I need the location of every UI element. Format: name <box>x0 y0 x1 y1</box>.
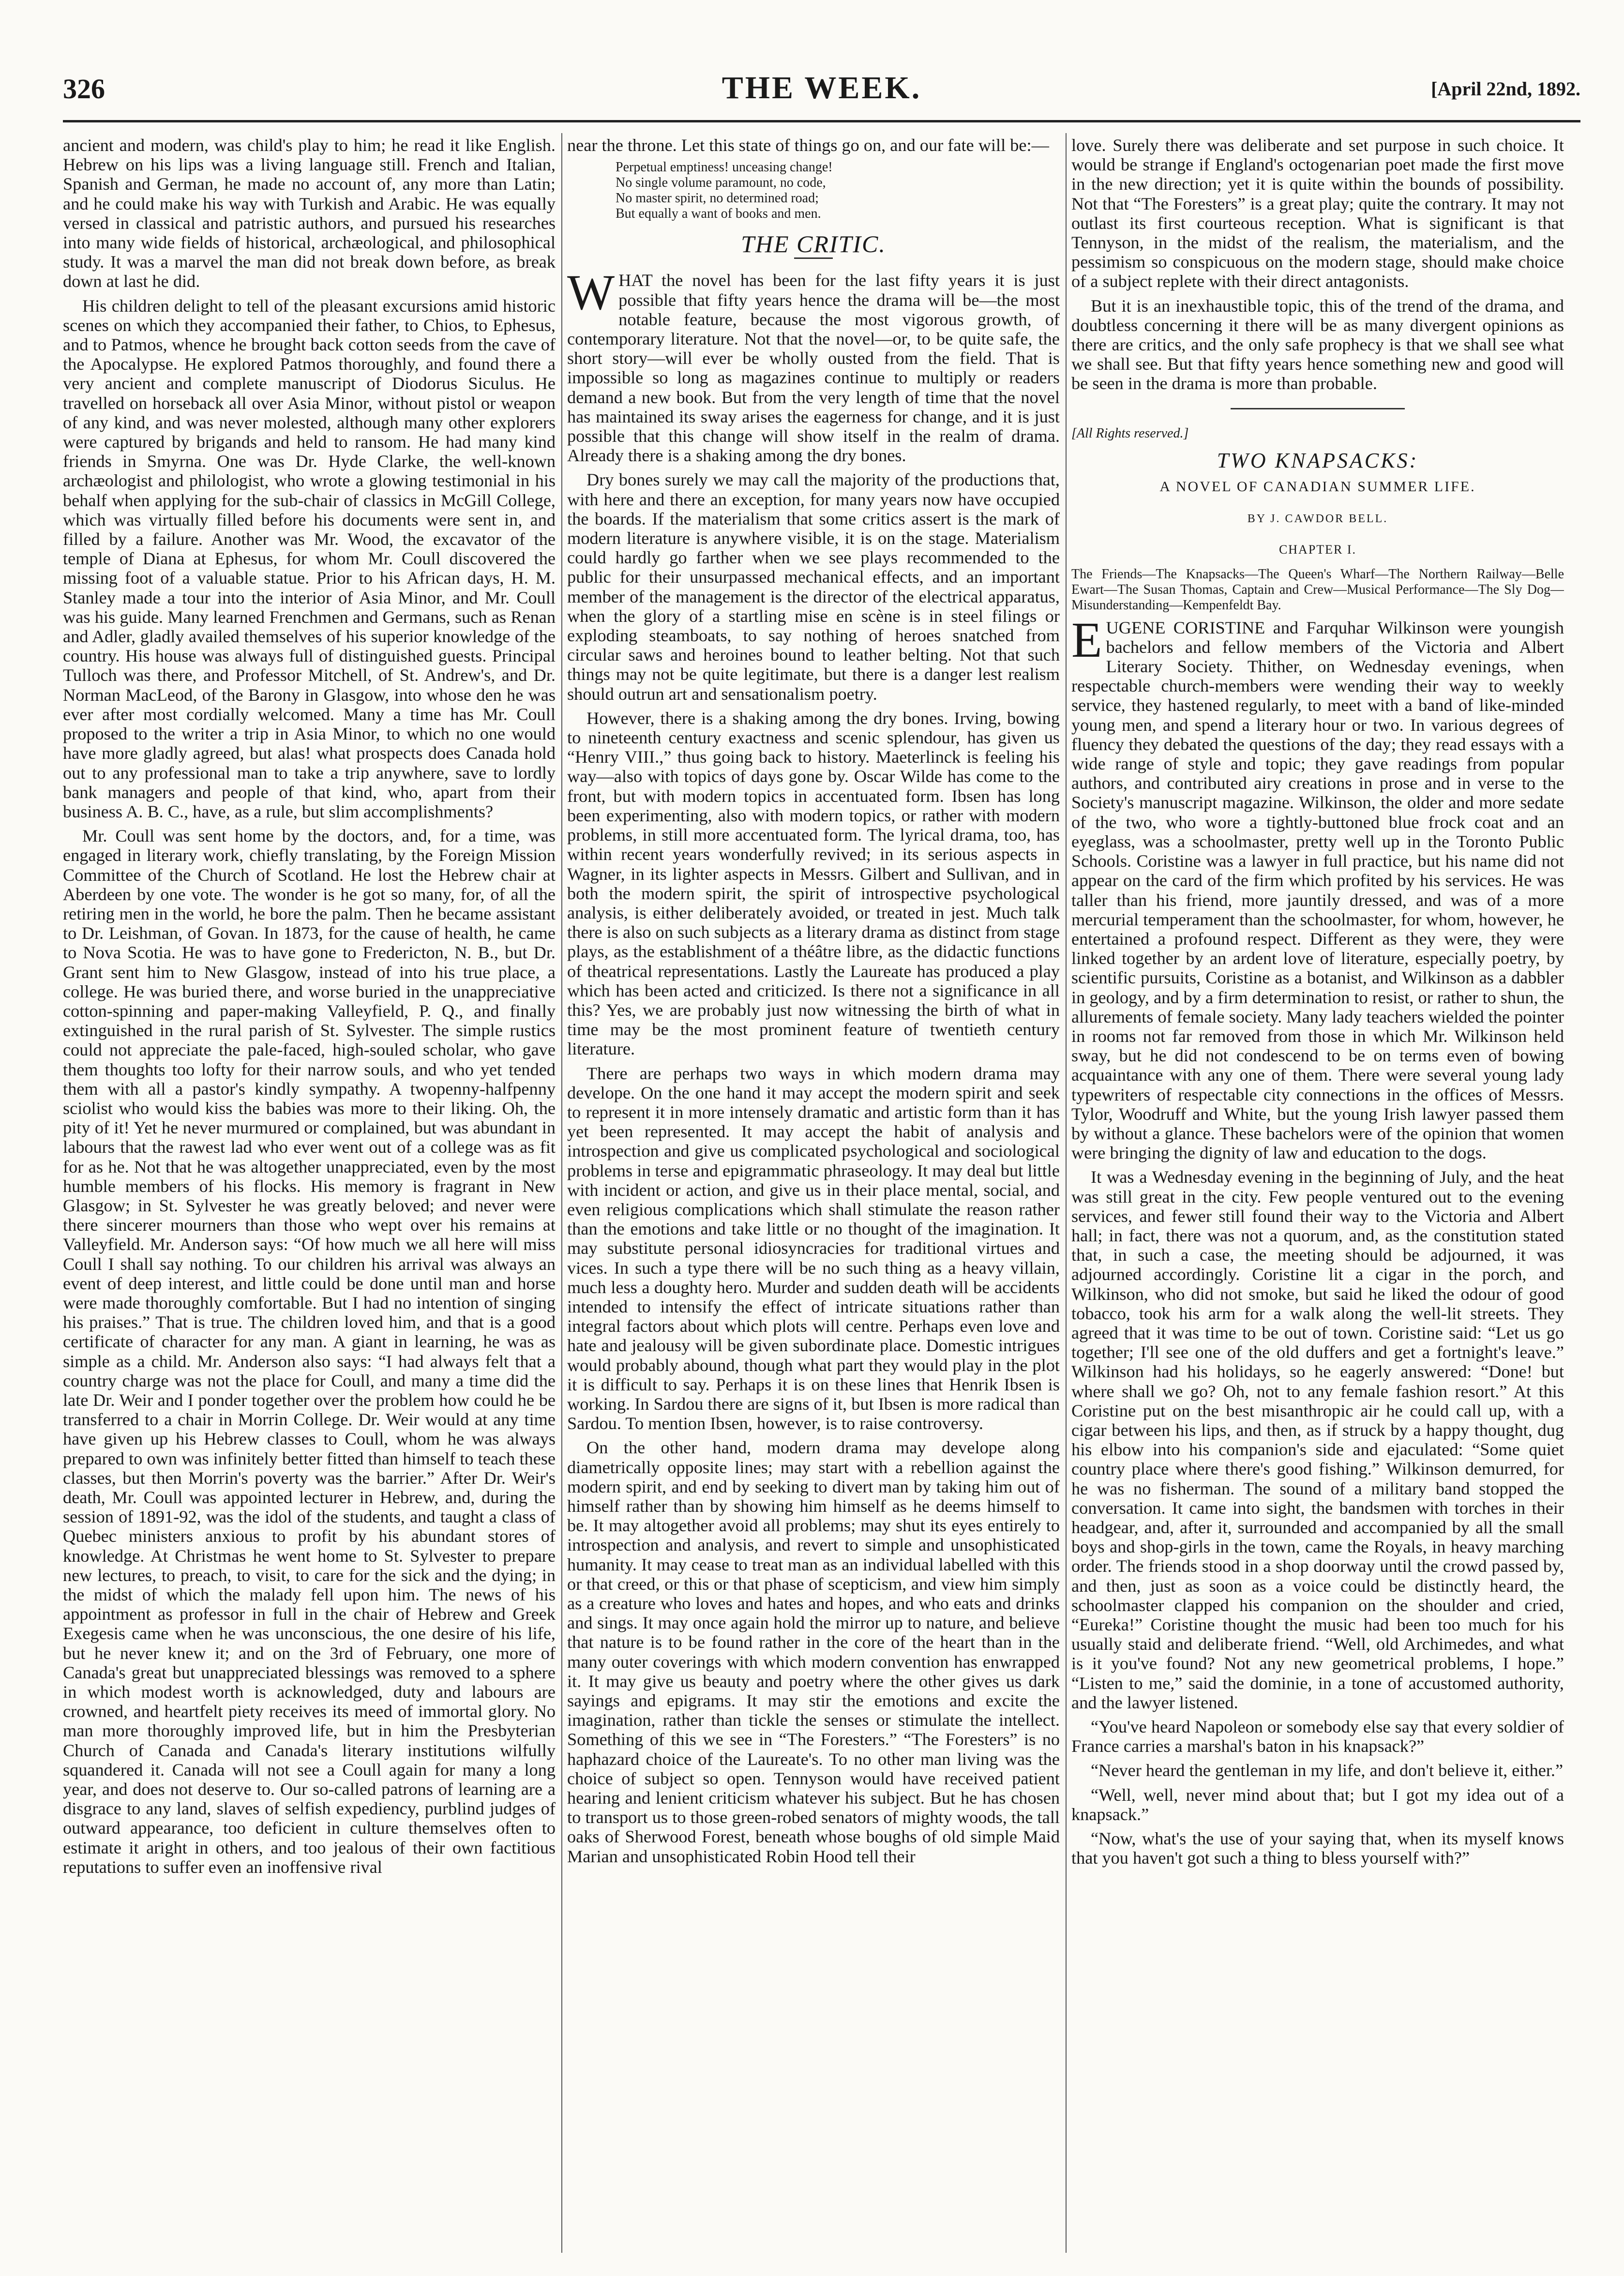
story-title: TWO KNAPSACKS: <box>1217 448 1419 472</box>
paragraph: “You've heard Napoleon or somebody else say that every soldier of France carries a marshal's baton in his knapsack?” <box>1071 1717 1564 1756</box>
paragraph: However, there is a shaking among the dry bones. Irving, bowing to nineteenth century exactness and scenic splendour, has given us “Henry VIII.,” thus going back to history. Maeterlinck is feeling his way—also with topics of days gone by. Oscar Wilde has come to the front, but with modern topics in accentuated form. Ibsen has long been experimenting, also with modern topics, or rather with modern problems, in still more accentuated form. The lyrical drama, too, has within recent years wonderfully revived; in its serious aspects in Wagner, in its lighter aspects in Messrs. Gilbert and Sullivan, and in both the modern spirit, the spirit of introspective psychological analysis, is either deliberately avoided, or treated in jest. Much talk there is also on such subjects as a literary drama as distinct from stage plays, as the establishment of a théâtre libre, as the didactic functions of theatrical representations. Lastly the Laureate has produced a play which has been acted and criticized. Is there not a significance in all this? Yes, we are probably just now witnessing the birth of what in time may be the most prominent feature of twentieth century literature. <box>567 708 1060 1059</box>
paragraph: Mr. Coull was sent home by the doctors, and, for a time, was engaged in literary work, chiefly translating, by the Foreign Mission Committee of the Church of Scotland. He lost the Hebrew chair at Aberdeen by one vote. The wonder is he got so many, for, of all the retiring men in the world, he bore the palm. Then he became assistant to Dr. Leishman, of Govan. In 1873, for the cause of health, he came to Nova Scotia. He was to have gone to Fredericton, N. B., but Dr. Grant sent him to New Glasgow, instead of into his true place, a college. He was buried there, and worse buried in the unappreciative cotton-spinning and paper-making Valleyfield, P. Q., and finally extinguished in the rural parish of St. Sylvester. The simple rustics could not appreciate the pale-faced, high-souled scholar, who gave them thoughts too lofty for their narrow souls, and who yet tended them with all a pastor's kindly sympathy. A twopenny-halfpenny sciolist who would kiss the babies was more to their liking. Oh, the pity of it! Yet he never murmured or complained, but was abundant in labours that the rawest lad who ever went out of a college was as fit for as he. Not that he was altogether unappreciated, even by the most humble members of his flocks. His memory is fragrant in New Glasgow; in St. Sylvester he was greatly beloved; and never were there sincerer mourners than those who wept over his remains at Valleyfield. Mr. Anderson says: “Of how much we all here will miss Coull I shall say nothing. To our children his arrival was always an event of deep interest, and little could be done until man and horse were made thoroughly comfortable. But I had no intention of singing his praises.” That is true. The children loved him, and that is a good certificate of character for any man. A giant in learning, he was as simple as a child. Mr. Anderson also says: “I had always felt that a country charge was not the place for Coull, and many a time did the late Dr. Weir and I ponder together over the problem how could he be transferred to a chair in Morrin College. Dr. Weir would at any time have given up his Hebrew classes to Coull, whom he was always prepared to own was infinitely better fitted than himself to teach these classes, but then Morrin's poverty was the barrier.” After Dr. Weir's death, Mr. Coull was appointed lecturer in Hebrew, and, during the session of 1891-92, was the idol of the students, and taught a class of Quebec ministers anxious to profit by his abundant stores of knowledge. At Christmas he went home to St. Sylvester to prepare new lectures, to preach, to visit, to care for the sick and the dying; in the midst of which the malady fell upon him. The news of his appointment as professor in full in the chair of Hebrew and Greek Exegesis came when he was unconscious, the one desire of his life, but he never knew it; and on the 3rd of February, one more of Canada's great but unappreciated blessings was removed to a sphere in which modest worth is acknowledged, duty and labours are crowned, and heartfelt piety receives its meed of immortal glory. No man more thoroughly improved life, but in him the Presbyterian Church of Canada and Canada's literary institutions wilfully squandered it. Canada will not see a Coull again for many a long year, and does not deserve to. Our so-called patrons of learning are a disgrace to any land, slaves of selfish expediency, purblind judges of outward appearance, too deficient in culture themselves often to estimate it aright in others, and too jealous of their own factitious reputations to suffer even an inoffensive rival <box>63 826 556 1877</box>
story-subtitle: A NOVEL OF CANADIAN SUMMER LIFE. <box>1159 479 1476 495</box>
issue-date: [April 22nd, 1892. <box>1431 78 1580 100</box>
section-title: THE CRITIC. <box>741 230 886 258</box>
paragraph: love. Surely there was deliberate and set purpose in such choice. It would be strange if England's octogenarian poet made the first move in the new direction; yet it is quite within the bounds of possibility. Not that “The Foresters” is a great play; quite the contrary. It may not outlast its first courteous reception. What is significant is that Tennyson, in the midst of the realism, the materialism, and the pessimism so conspicuous on the modern stage, should make choice of a subject replete with their direct antagonists. <box>1071 136 1564 291</box>
paragraph: But it is an inexhaustible topic, this of the trend of the drama, and doubtless concerning it there will be as many divergent opinions as there are critics, and the only safe prophecy is that we shall see what we shall see. But that fifty years hence something new and good will be seen in the drama is more than probable. <box>1071 296 1564 393</box>
rights-notice: [All Rights reserved.] <box>1071 425 1189 441</box>
paragraph-text: HAT the novel has been for the last fifty years it is just possible that fifty years hence the drama will be—the most notable feature, because the most vigorous growth, of contemporary literature. Not that the novel—or, to be quite safe, the short story—will ever be wholly ousted from the field. That is impossible so long as magazines continue to multiply or readers demand a new book. But from the very length of time that the novel has maintained its sway arises the eagerness for change, and it is just possible that this change will show itself in the realm of drama. Already there is a shaking among the dry bones. <box>567 271 1060 466</box>
chapter-synopsis: The Friends—The Knapsacks—The Queen's Wharf—The Northern Railway—Belle Ewart—The Susan Thomas, Captain and Crew—Musical Performance—The Sly Dog—Misunderstanding—Kempenfeldt Bay. <box>1071 566 1564 613</box>
paragraph: “Never heard the gentleman in my life, and don't believe it, either.” <box>1091 1761 1564 1780</box>
column-divider <box>561 133 562 2253</box>
verse-line: No master spirit, no determined road; <box>616 191 819 206</box>
header-rule <box>63 120 1580 122</box>
paragraph: His children delight to tell of the pleasant excursions amid historic scenes on which they accompanied their father, to Chios, to Ephesus, and to Patmos, whence he brought back cotton seeds from the cave of the Apocalypse. He explored Patmos thoroughly, and found there a very ancient and complete manuscript of Diodorus Siculus. He travelled on horseback all over Asia Minor, without pistol or weapon of any kind, and was never molested, although many other explorers were captured by brigands and held to ransom. He had many kind friends in Smyrna. One was Dr. Hyde Clarke, the well-known archæologist and philologist, who wrote a glowing testimonial in his behalf when applying for the sub-chair of classics in McGill College, which was virtually filled before his documents were sent in, and filled by a failure. Another was Mr. Wood, the excavator of the temple of Diana at Ephesus, for whom Mr. Coull discovered the missing foot of a valuable statue. Prior to his African days, H. M. Stanley made a tour into the interior of Asia Minor, and Mr. Coull was his guide. Many learned Frenchmen and Germans, such as Renan and Adler, gladly availed themselves of his superior knowledge of the country. His house was always full of distinguished guests. Principal Tulloch was there, and Professor Mitchell, of St. Andrew's, and Dr. Norman MacLeod, of the Barony in Glasgow, into whose den he was ever after most cordially welcomed. Many a time has Mr. Coull proposed to the writer a trip in Asia Minor, to which no one would have more gladly agreed, but alas! what prospects does Canada hold out to any professional man to take a trip anywhere, save to lordly bank managers and people of that kind, who, apart from their business A. B. C., have, as a rule, but slim accomplishments? <box>63 296 556 821</box>
paragraph: “Now, what's the use of your saying that, when its myself knows that you haven't got such a thing to bless yourself with?” <box>1071 1829 1564 1868</box>
paragraph: There are perhaps two ways in which modern drama may develope. On the one hand it may accept the modern spirit and seek to represent it in more intensely dramatic and artistic form than it has yet been represented. It may accept the habit of analysis and introspection and give us complicated psychological and sociological problems in terse and epigrammatic phraseology. It may deal but little with incident or action, and give us in their place mental, social, and even religious complications which shall stimulate the reason rather than the emotions and take little or no thought of the imagination. It may substitute personal idiosyncracies for traditional virtues and vices. In such a type there will be no such thing as a heavy villain, much less a doughty hero. Murder and sudden death will be accidents intended to intensify the effect of intricate situations rather than integral factors about which plots will centre. Perhaps even love and hate and jealousy will be given subordinate place. Domestic intrigues would probably abound, though what part they would play in the plot it is difficult to say. Perhaps it is on these lines that Henrik Ibsen is working. In Sardou there are signs of it, but Ibsen is more radical than Sardou. To mention Ibsen, however, is to raise controversy. <box>567 1063 1060 1433</box>
paragraph: It was a Wednesday evening in the beginning of July, and the heat was still great in the city. Few people ventured out to the evening services, and fewer still found their way to the Victoria and Albert hall; in fact, there was not a quorum, and, as the constitution stated that, in such a case, the meeting should be adjourned, it was adjourned accordingly. Coristine lit a cigar in the porch, and Wilkinson, who did not smoke, but said he liked the odour of good tobacco, took his arm for a walk along the well-lit streets. They agreed that it was time to be out of town. Coristine said: “Let us go together; I'll see one of the old duffers and get a fortnight's leave.” Wilkinson had his holidays, so he eagerly answered: “Done! but where shall we go? Oh, not to any female fashion resort.” At this Coristine put on the best misanthropic air he could call up, with a cigar between his lips, and then, as if struck by a happy thought, dug his elbow into his companion's side and ejaculated: “Some quiet country place where there's good fishing.” Wilkinson demurred, for he was no fisherman. The sound of a military band stopped the conversation. It came into sight, the bandsmen with torches in their headgear, and, after it, surrounded and accompanied by all the small boys and shop-girls in the town, came the Royals, in heavy marching order. The friends stood in a shop doorway until the crowd passed by, and then, just as soon as a voice could be distinctly heard, the schoolmaster clapped his companion on the shoulder and cried, “Eureka!” Coristine thought the music had been too much for his usually staid and deliberate friend. “Well, old Archimedes, and what is it you've found? Not any new geometrical problems, I hope.” “Listen to me,” said the dominie, in a tone of accustomed authority, and the lawyer listened. <box>1071 1167 1564 1712</box>
paragraph: near the throne. Let this state of things go on, and our fate will be:— <box>567 136 1049 155</box>
verse-quotation <box>567 160 1060 222</box>
paragraph-text: UGENE CORISTINE and Farquhar Wilkinson were youngish bachelors and fellow members of the Victoria and Albert Literary Society. Thither, on Wednesday evenings, when respectable church-members were wending their way to weekly service, they hastened regularly, to meet with a band of like-minded young men, and spend a literary hour or two. In various degrees of fluency they debated the questions of the day; they read essays with a wide range of style and topic; they gave readings from popular authors, and contributed airy creations in prose and in verse to the Society's manuscript magazine. Wilkinson, the older and more sedate of the two, who wore a tightly-buttoned blue frock coat and an eyeglass, was a schoolmaster, pretty well up in the Toronto Public Schools. Coristine was a lawyer in full practice, but his name did not appear on the card of the firm which profited by his services. He was taller than his friend, more jauntily dressed, and was of a more mercurial temperament than the schoolmaster, for whom, however, he entertained a profound respect. Different as they were, they were linked together by an ardent love of literature, especially poetry, by scientific pursuits, Coristine as a botanist, and Wilkinson as a dabbler in geology, and by a firm determination to resist, or rather to shun, the allurements of female society. Many lady teachers wielded the pointer in rooms not far removed from those in which Mr. Wilkinson held sway, but he did not condescend to be on terms even of bowing acquaintance with any one of them. There were several young lady typewriters of respectable city connections in the offices of Messrs. Tylor, Woodruff and White, but the young Irish lawyer passed them by without a glance. These bachelors were of the opinion that women were bringing the dignity of law and education to the dogs. <box>1071 618 1564 1163</box>
drop-cap: W <box>567 265 615 321</box>
byline: BY J. CAWDOR BELL. <box>1247 512 1388 526</box>
column-1 <box>63 136 556 2250</box>
section-rule <box>1231 408 1405 409</box>
column-3 <box>1071 136 1564 2250</box>
journal-title: THE WEEK. <box>722 70 922 106</box>
page-header <box>63 70 1580 116</box>
paragraph: On the other hand, modern drama may develope along diametrically opposite lines; may start with a rebellion against the modern spirit, and end by seeking to divert man by taking him out of himself rather than by showing him himself as he deems himself to be. It may altogether avoid all problems; may shut its eyes entirely to introspection and analysis, and revert to simple and unsophisticated humanity. It may cease to treat man as an individual labelled with this or that creed, or this or that phase of scepticism, and view him simply as a creature who loves and hates and hopes, and who eats and drinks and sings. It may once again hold the mirror up to nature, and believe that nature is to be found rather in the core of the heart than in the many outer coverings with which modern convention has enwrapped it. It may give us beauty and poetry where the other gives us dark sayings and epigrams. It may stir the emotions and excite the imagination, rather than tickle the senses or stimulate the intellect. Something of this we see in “The Foresters.” “The Foresters” is no haphazard choice of the Laureate's. To no other man living was the choice of subject so open. Tennyson would have received patient hearing and lenient criticism whatever his subject. But he has chosen to transport us to those green-robed senators of mighty woods, the tall oaks of Sherwood Forest, beneath whose boughs of old simple Maid Marian and unsophisticated Robin Hood tell their <box>567 1438 1060 1866</box>
column-divider <box>1066 133 1067 2253</box>
verse-line: Perpetual emptiness! unceasing change! <box>616 160 833 175</box>
paragraph: ancient and modern, was child's play to him; he read it like English. Hebrew on his lips was a living language still. French and Italian, Spanish and German, he made no account of, any more than Latin; and he could make his way with Turkish and Arabic. He was equally versed in classical and patristic authors, and pursued his researches into many wide fields of historical, archæological, and philosophical study. It was a marvel the man did not break down before, as break down at last he did. <box>63 136 556 291</box>
section-rule <box>794 257 833 259</box>
paragraph: Dry bones surely we may call the majority of the productions that, with here and there an exception, for many years now have occupied the boards. If the materialism that some critics assert is the mark of modern literature is anywhere visible, it is on the stage. Materialism could hardly go farther when we see plays recommended to the public for their unsurpassed mechanical effects, and an important member of the management is the director of the electrical apparatus, when the glory of a startling mise en scène is in steel filings or exploding steamboats, to say nothing of heroes snatched from circular saws and heroines bound to leather belting. Not that such things may not be quite legitimate, but there is a danger lest realism should outrun art and sensationalism poetry. <box>567 470 1060 704</box>
drop-cap: E <box>1071 612 1102 668</box>
paragraph: “Well, well, never mind about that; but I got my idea out of a knapsack.” <box>1071 1785 1564 1824</box>
paragraph <box>567 265 1060 466</box>
chapter-heading: CHAPTER I. <box>1278 543 1357 557</box>
column-2 <box>567 136 1060 2250</box>
page-number: 326 <box>63 73 105 105</box>
paragraph <box>1071 612 1564 1163</box>
verse-line: No single volume paramount, no code, <box>616 175 826 191</box>
verse-line: But equally a want of books and men. <box>616 206 821 222</box>
